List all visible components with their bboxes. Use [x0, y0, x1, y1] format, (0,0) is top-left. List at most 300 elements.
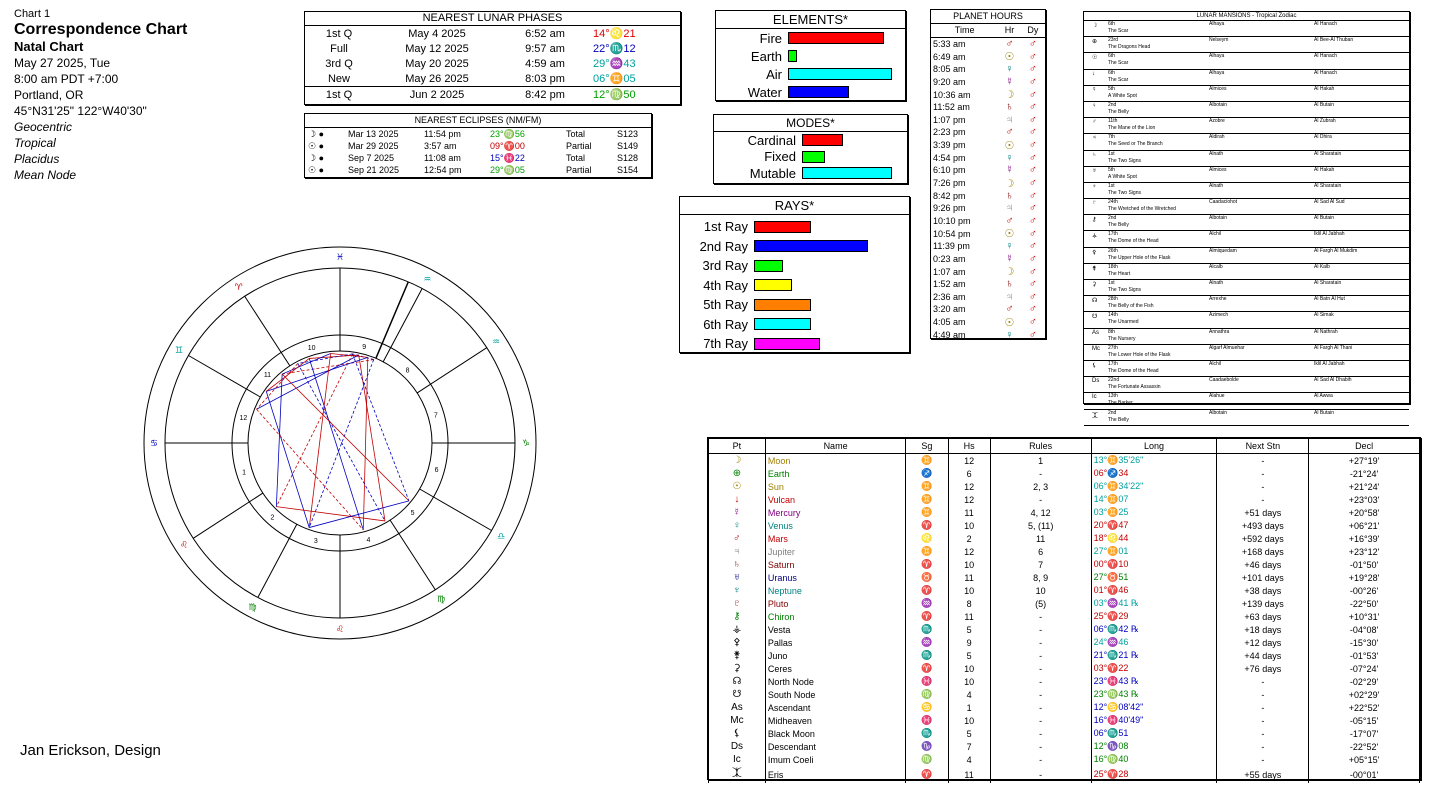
planet-icon: Ic — [709, 753, 766, 766]
mansion-arabic-name: Iklil Al Jabhah — [1314, 360, 1345, 367]
aspect-line — [309, 501, 409, 528]
phase-time: 6:52 am — [525, 27, 565, 40]
column-header: Time — [954, 25, 975, 36]
hour-ruler-icon: ☽ — [1004, 266, 1015, 278]
mansion-arabic-name: Al Butain — [1314, 409, 1335, 416]
mansion-arabic-name: Al Hakah — [1314, 85, 1335, 92]
day-ruler-icon: ♂ — [1028, 88, 1037, 101]
mansion-name: Alhaya — [1209, 53, 1225, 60]
planet-row — [709, 467, 1420, 480]
mansion-planet-icon: ♆ — [1092, 183, 1097, 190]
mansion-description: The Belly of the Fish — [1108, 303, 1154, 310]
planet-icon: ☉ — [709, 480, 766, 493]
phase-position: 12°♍50 — [593, 89, 636, 101]
house-number: 5 — [410, 509, 415, 517]
mansion-description: The Seed or The Branch — [1108, 141, 1163, 148]
hour-ruler-icon: ♃ — [1005, 113, 1014, 126]
planet-row — [709, 506, 1420, 519]
day-ruler-icon: ♂ — [1028, 214, 1037, 227]
phase-time: 4:59 am — [525, 57, 565, 70]
elements-label: Air — [766, 66, 782, 82]
day-ruler-icon: ♂ — [1028, 252, 1037, 265]
mansion-name: Albotain — [1209, 101, 1228, 108]
planet-hour-row — [931, 37, 1045, 50]
mansion-row — [1084, 280, 1409, 296]
mansion-name: Albotain — [1209, 215, 1228, 222]
planet-table — [708, 438, 1420, 783]
planet-name: Descendant — [765, 740, 905, 753]
mansion-row — [1084, 361, 1409, 377]
planet-row — [709, 584, 1420, 597]
hour-ruler-icon: ☉ — [1004, 139, 1015, 152]
mansion-planet-icon: ☽ — [1092, 23, 1098, 29]
sign-icon: ♈ — [906, 766, 948, 783]
lunar-mansions-title: LUNAR MANSIONS - Tropical Zodiac — [1084, 12, 1409, 21]
longitude: 12°♑08 — [1091, 740, 1217, 753]
longitude: 24°♒46 — [1091, 636, 1217, 649]
sign-icon: ♒ — [906, 636, 948, 649]
planet-hour-row — [931, 278, 1045, 291]
lunar-mansions-list — [1084, 21, 1409, 426]
planet-row — [709, 480, 1420, 493]
hour-time: 5:33 am — [933, 38, 966, 49]
planet-icon: ⊕ — [709, 467, 766, 480]
house-number: 4 — [948, 688, 990, 701]
planet-name: Vesta — [765, 623, 905, 636]
day-ruler-icon: ♂ — [1028, 75, 1037, 88]
planet-row — [709, 636, 1420, 649]
eclipse-saros: S128 — [617, 153, 639, 163]
declination: -02°29' — [1309, 675, 1420, 688]
planet-icon: ♄ — [709, 558, 766, 571]
lunar-phase-row — [305, 41, 680, 56]
mansion-planet-icon: ♀ — [1092, 102, 1097, 109]
mansion-description: A White Spot — [1108, 173, 1137, 180]
aspect-line — [266, 391, 309, 527]
mansion-number: 2nd — [1108, 101, 1117, 108]
mansion-description: The Fortunate Assassin — [1108, 384, 1161, 391]
house-number: 9 — [362, 343, 367, 351]
next-station: +168 days — [1217, 545, 1309, 558]
house-number: 11 — [263, 372, 272, 380]
mansion-row — [1084, 393, 1409, 409]
house-number: 12 — [948, 545, 990, 558]
planet-icon: ⚷ — [709, 610, 766, 623]
longitude: 16°♍40 — [1091, 753, 1217, 766]
elements-row — [716, 83, 905, 101]
mansion-number: 14th — [1108, 312, 1118, 319]
mansion-description: The Two Signs — [1108, 157, 1141, 164]
rules-houses: 10 — [990, 584, 1091, 597]
chart-wheel — [140, 238, 540, 648]
day-ruler-icon: ♂ — [1028, 189, 1037, 202]
planet-hour-row — [931, 253, 1045, 266]
mansion-description: The Belly — [1108, 108, 1129, 115]
longitude: 25°♈28 — [1091, 766, 1217, 783]
mansion-arabic-name: Al Hanach — [1314, 69, 1338, 76]
eclipse-position: 09°♈00 — [490, 140, 525, 151]
mansion-arabic-name: Al Sharatain — [1314, 150, 1342, 157]
longitude: 06°♐34 — [1091, 467, 1217, 480]
eclipse-date: Mar 13 2025 — [348, 129, 399, 139]
mansion-arabic-name: Al Sad Al Dhabih — [1314, 377, 1352, 384]
next-station: - — [1217, 675, 1309, 688]
mansion-number: 1st — [1108, 150, 1115, 157]
rules-houses: - — [990, 636, 1091, 649]
chart-option: Tropical — [14, 136, 56, 150]
house-number: 3 — [313, 538, 318, 546]
sign-icon: ♊ — [906, 493, 948, 506]
mansion-description: The Belly — [1108, 222, 1129, 229]
planet-row — [709, 571, 1420, 584]
mansion-planet-icon: Mc — [1092, 345, 1100, 352]
modes-label: Fixed — [764, 149, 796, 165]
planet-icon: ♀ — [709, 519, 766, 532]
column-header: Decl — [1309, 439, 1420, 454]
mansion-description: The Scar — [1108, 28, 1129, 34]
mansion-name: Albotain — [1209, 409, 1228, 416]
house-number: 8 — [948, 597, 990, 610]
mansion-name: Azobre — [1209, 118, 1225, 125]
declination: +27°19' — [1309, 454, 1420, 468]
rules-houses: 5, (11) — [990, 519, 1091, 532]
day-ruler-icon: ♂ — [1028, 177, 1037, 189]
cusp-sign-icon: ♍ — [437, 594, 446, 605]
phase-position: 29°♒43 — [593, 58, 636, 70]
modes-row — [714, 132, 907, 149]
eclipse-row — [305, 128, 651, 140]
mansion-planet-icon: As — [1092, 329, 1100, 336]
mansion-name: Aldirah — [1209, 134, 1225, 141]
mansion-description: The Mane of the Lion — [1108, 125, 1156, 132]
mansion-number: 28th — [1108, 296, 1118, 303]
rules-houses: - — [990, 740, 1091, 753]
house-number: 12 — [948, 454, 990, 468]
house-cusp-line — [245, 296, 290, 366]
column-header: Dy — [1027, 25, 1039, 36]
house-number: 12 — [948, 480, 990, 493]
rays-bar — [754, 338, 820, 350]
house-number: 2 — [948, 532, 990, 545]
mansion-name: Algarf Almuehar — [1209, 344, 1245, 351]
mansion-description: The Lower Hole of the Flask — [1108, 351, 1171, 358]
elements-bars — [716, 29, 905, 101]
rays-label: 6th Ray — [703, 316, 748, 332]
aspect-line — [276, 507, 385, 521]
aspect-line — [282, 353, 330, 374]
planet-row — [709, 688, 1420, 701]
cusp-sign-icon: ♓ — [335, 253, 345, 263]
hour-time: 6:10 pm — [933, 165, 966, 176]
rays-label: 2nd Ray — [699, 238, 748, 254]
declination: +23°12' — [1309, 545, 1420, 558]
next-station: +18 days — [1217, 623, 1309, 636]
chart-title: Correspondence Chart — [14, 21, 188, 38]
mansion-name: Caadaebolde — [1209, 377, 1239, 384]
planet-row — [709, 623, 1420, 636]
planet-hour-row — [931, 190, 1045, 203]
eclipses-table — [305, 128, 651, 176]
planet-row — [709, 714, 1420, 727]
sign-icon: ♊ — [906, 545, 948, 558]
eclipse-saros: S123 — [617, 129, 639, 139]
mansion-planet-icon: ♃ — [1092, 135, 1097, 142]
hour-ruler-icon: ☿ — [1005, 252, 1014, 265]
planet-table-header — [709, 439, 1420, 454]
modes-label: Cardinal — [747, 132, 796, 148]
rays-row — [680, 237, 909, 257]
cusp-sign-icon: ♒ — [491, 337, 501, 348]
next-station: - — [1217, 740, 1309, 753]
mansion-row — [1084, 70, 1409, 86]
mansion-number: 17th — [1108, 231, 1118, 238]
planet-row — [709, 701, 1420, 714]
mansion-number: 6th — [1108, 53, 1115, 60]
mansion-row — [1084, 183, 1409, 199]
planet-hour-row — [931, 114, 1045, 127]
eclipse-saros: S154 — [617, 165, 639, 175]
mansion-arabic-name: Al Awwa — [1314, 393, 1333, 400]
hour-ruler-icon: ☉ — [1004, 51, 1015, 63]
mansion-arabic-name: Al Batn Al Hut — [1314, 296, 1345, 303]
declination: -00°26' — [1309, 584, 1420, 597]
mansion-arabic-name: Al Hakah — [1314, 166, 1335, 173]
mansion-description: The Scar — [1108, 60, 1129, 67]
day-ruler-icon: ♂ — [1028, 101, 1037, 114]
hour-ruler-icon: ♃ — [1005, 202, 1014, 215]
mansion-number: 22nd — [1108, 377, 1120, 384]
planet-icon: ♂ — [709, 532, 766, 545]
elements-label: Earth — [750, 48, 782, 64]
house-cusp-line — [188, 356, 260, 398]
mansion-name: Alnath — [1209, 150, 1224, 157]
cusp-sign-icon: ♌ — [179, 540, 189, 551]
mansion-description: A White Spot — [1108, 92, 1137, 99]
mansion-arabic-name: Al Butain — [1314, 215, 1335, 222]
rays-row — [680, 256, 909, 276]
planet-icon: ♆ — [709, 584, 766, 597]
hour-time: 8:05 am — [933, 64, 966, 75]
cusp-sign-icon: ♈ — [234, 283, 243, 294]
mansion-number: 2nd — [1108, 215, 1117, 222]
hour-ruler-icon: ♂ — [1005, 37, 1014, 50]
declination: -05°15' — [1309, 714, 1420, 727]
planet-hour-row — [931, 177, 1045, 190]
hour-time: 2:36 am — [933, 291, 966, 302]
chart-info — [14, 7, 187, 183]
rays-row — [680, 295, 909, 315]
mansion-planet-icon: ♇ — [1092, 200, 1097, 207]
aspect-line — [276, 374, 282, 507]
day-ruler-icon: ♂ — [1028, 278, 1037, 291]
column-header: Hs — [948, 439, 990, 454]
hour-ruler-icon: ☉ — [1004, 316, 1015, 329]
planet-icon: ⯰ — [709, 766, 766, 783]
elements-bar — [788, 86, 849, 98]
hour-time: 1:52 am — [933, 279, 966, 290]
house-number: 12 — [948, 493, 990, 506]
mansion-description: The Unarmed — [1108, 319, 1139, 326]
mansion-name: Caadaciohot — [1209, 199, 1238, 206]
planet-name: Pluto — [765, 597, 905, 610]
mansion-number: 26th — [1108, 247, 1118, 254]
house-number: 2 — [270, 514, 275, 522]
next-station: - — [1217, 688, 1309, 701]
day-ruler-icon: ♂ — [1028, 151, 1037, 164]
declination: -01°53' — [1309, 649, 1420, 662]
planet-hour-row — [931, 227, 1045, 240]
phase-position: 22°♏12 — [593, 43, 636, 55]
elements-title: ELEMENTS* — [716, 11, 905, 29]
planet-row — [709, 610, 1420, 623]
planet-row — [709, 740, 1420, 753]
eclipse-type: Partial — [566, 141, 592, 151]
phase-time: 9:57 am — [525, 42, 565, 55]
rays-row — [680, 334, 909, 354]
rays-bars — [680, 215, 909, 354]
rays-bar — [754, 279, 792, 291]
planet-icon: ⚳ — [709, 662, 766, 675]
mansion-number: 5th — [1108, 166, 1115, 173]
planet-row — [709, 662, 1420, 675]
next-station: +63 days — [1217, 610, 1309, 623]
sign-icon: ♊ — [906, 506, 948, 519]
eclipse-row — [305, 152, 651, 164]
sign-icon: ♈ — [906, 558, 948, 571]
modes-bar — [802, 167, 892, 179]
house-number: 7 — [433, 412, 438, 420]
hour-ruler-icon: ♄ — [1005, 189, 1014, 202]
hour-ruler-icon: ☽ — [1004, 177, 1015, 190]
chart-option: Placidus — [14, 152, 60, 166]
mansion-arabic-name: Al Sharatain — [1314, 280, 1342, 286]
declination: -15°30' — [1309, 636, 1420, 649]
mansion-description: The Dragons Head — [1108, 44, 1151, 51]
eclipses-panel — [304, 113, 652, 178]
mansion-row — [1084, 102, 1409, 118]
house-number: 6 — [434, 466, 439, 474]
longitude: 03°♈22 — [1091, 662, 1217, 675]
modes-bar — [802, 134, 843, 146]
sign-icon: ♓ — [906, 714, 948, 727]
planet-row — [709, 532, 1420, 545]
lunar-phase-row — [305, 87, 680, 103]
hour-ruler-icon: ♃ — [1005, 290, 1014, 303]
elements-label: Fire — [759, 30, 782, 46]
planet-hour-row — [931, 164, 1045, 177]
column-header: Next Stn — [1217, 439, 1309, 454]
hour-time: 4:05 am — [933, 317, 966, 327]
day-ruler-icon: ♂ — [1028, 202, 1037, 215]
elements-row — [716, 65, 905, 83]
elements-row — [716, 47, 905, 65]
hour-ruler-icon: ♂ — [1005, 303, 1014, 316]
next-station: +101 days — [1217, 571, 1309, 584]
elements-bar — [788, 68, 892, 80]
planet-icon: ⚵ — [709, 649, 766, 662]
rules-houses: - — [990, 701, 1091, 714]
planet-row — [709, 766, 1420, 783]
planet-name: South Node — [765, 688, 905, 701]
eclipse-time: 3:57 am — [424, 141, 457, 151]
mansion-planet-icon: ⚴ — [1092, 249, 1097, 256]
planet-name: Black Moon — [765, 727, 905, 740]
planet-name: Mars — [765, 532, 905, 545]
hour-time: 11:52 am — [933, 102, 970, 113]
planet-hour-row — [931, 88, 1045, 101]
mansion-arabic-name: Al Butain — [1314, 101, 1335, 108]
chart-subtitle: Natal Chart — [14, 39, 84, 54]
planet-name: North Node — [765, 675, 905, 688]
rules-houses: - — [990, 623, 1091, 636]
hour-ruler-icon: ♀ — [1005, 240, 1014, 253]
rays-label: 1st Ray — [703, 219, 748, 235]
cusp-sign-icon: ♌ — [335, 625, 345, 635]
hour-ruler-icon: ♄ — [1005, 278, 1014, 291]
sign-icon: ♈ — [906, 519, 948, 532]
phase-date: Jun 2 2025 — [409, 88, 465, 101]
mansion-arabic-name: Al Sad Al Sud — [1314, 199, 1345, 206]
planet-row — [709, 519, 1420, 532]
planet-hour-row — [931, 215, 1045, 228]
mansion-number: 11th — [1108, 118, 1118, 125]
modes-row — [714, 165, 907, 182]
mansion-row — [1084, 199, 1409, 215]
cusp-sign-icon: ♋ — [149, 439, 159, 449]
eclipse-symbol: ☽ ● — [308, 128, 325, 139]
rays-label: 3rd Ray — [702, 258, 748, 274]
planet-row — [709, 753, 1420, 766]
rays-bar — [754, 221, 811, 233]
eclipses-title: NEAREST ECLIPSES (NM/FM) — [305, 114, 651, 128]
hour-ruler-icon: ☉ — [1004, 228, 1015, 240]
hour-time: 8:42 pm — [933, 190, 966, 201]
eclipse-date: Mar 29 2025 — [348, 141, 399, 151]
planet-name: Midheaven — [765, 714, 905, 727]
mansion-row — [1084, 118, 1409, 134]
mansion-number: 8th — [1108, 328, 1115, 335]
mansion-arabic-name: Al Fargh Al Mukdim — [1314, 247, 1358, 254]
sign-icon: ♍ — [906, 753, 948, 766]
sign-icon: ♒ — [906, 597, 948, 610]
next-station: +46 days — [1217, 558, 1309, 571]
next-station: +44 days — [1217, 649, 1309, 662]
planet-name: Jupiter — [765, 545, 905, 558]
planet-hour-row — [931, 202, 1045, 215]
hour-time: 3:39 pm — [933, 140, 966, 150]
phase-name: Full — [330, 42, 348, 55]
mansion-planet-icon: ⯰ — [1092, 412, 1099, 419]
next-station: - — [1217, 714, 1309, 727]
declination: +23°03' — [1309, 493, 1420, 506]
mansion-number: 1st — [1108, 280, 1115, 286]
hour-time: 10:54 pm — [933, 228, 971, 239]
house-number: 7 — [948, 740, 990, 753]
rules-houses: - — [990, 662, 1091, 675]
modes-panel — [713, 114, 908, 184]
midheaven-axis — [376, 282, 408, 358]
lunar-phases-title: NEAREST LUNAR PHASES — [305, 12, 680, 26]
mansion-number: 17th — [1108, 360, 1118, 367]
planet-icon: ⚶ — [709, 623, 766, 636]
mansion-planet-icon: ⚳ — [1092, 282, 1097, 288]
longitude: 12°♋08'42" — [1091, 701, 1217, 714]
planet-icon: ☊ — [709, 675, 766, 688]
cusp-sign-icon: ♍ — [248, 603, 257, 614]
house-number: 11 — [948, 610, 990, 623]
longitude: 18°♌44 — [1091, 532, 1217, 545]
planet-icon: ♇ — [709, 597, 766, 610]
